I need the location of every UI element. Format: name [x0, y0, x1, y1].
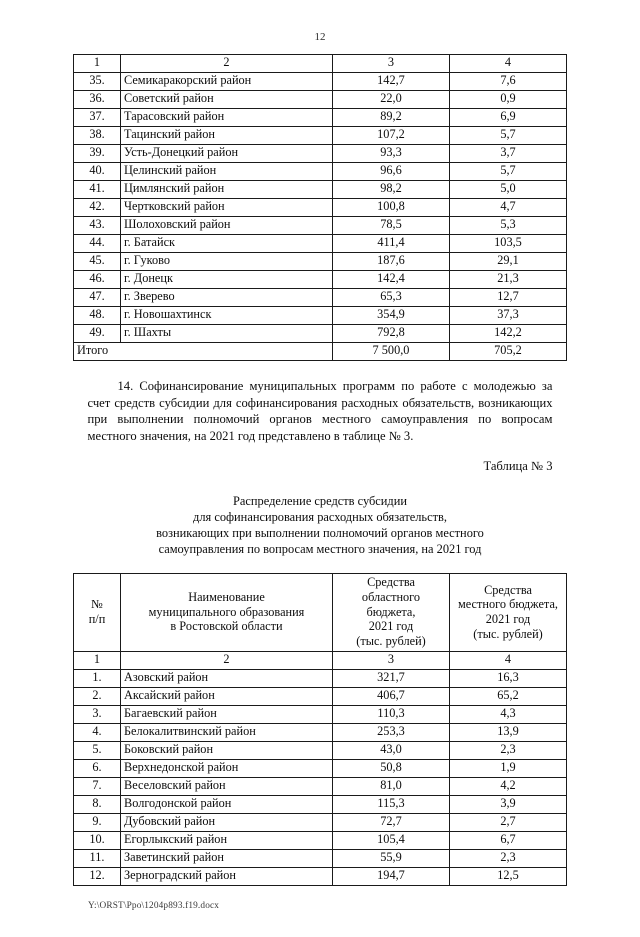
column-number-cell: 4 — [450, 651, 567, 669]
local-budget-cell: 3,9 — [450, 795, 567, 813]
local-budget-cell: 2,3 — [450, 849, 567, 867]
municipality-name-cell: Азовский район — [121, 669, 333, 687]
regional-budget-cell: 321,7 — [333, 669, 450, 687]
table-row — [74, 91, 567, 109]
local-budget-cell: 6,9 — [450, 109, 567, 127]
municipality-name-cell: Советский район — [121, 91, 333, 109]
row-number-cell: 6. — [74, 759, 121, 777]
row-number-cell: 45. — [74, 253, 121, 271]
header-line: областного бюджета, — [361, 590, 421, 619]
row-number-cell: 47. — [74, 289, 121, 307]
row-number-cell: 2. — [74, 687, 121, 705]
row-number-cell: 11. — [74, 849, 121, 867]
document-page — [0, 32, 640, 937]
municipality-name-cell: Семикаракорский район — [121, 73, 333, 91]
header-line: в Ростовской области — [170, 619, 283, 634]
row-number-cell: 38. — [74, 127, 121, 145]
row-number-cell: 10. — [74, 831, 121, 849]
header-line: местного бюджета, — [458, 597, 558, 612]
table-row — [74, 127, 567, 145]
column-number-cell: 2 — [121, 55, 333, 73]
table-row — [74, 145, 567, 163]
table-row — [74, 867, 567, 885]
municipality-name-cell: Заветинский район — [121, 849, 333, 867]
regional-budget-cell: 194,7 — [333, 867, 450, 885]
column-number-cell: 1 — [74, 55, 121, 73]
table-row — [74, 109, 567, 127]
table-row — [74, 705, 567, 723]
municipality-name-cell: г. Новошахтинск — [121, 307, 333, 325]
header-line: п/п — [88, 612, 106, 626]
local-budget-cell: 29,1 — [450, 253, 567, 271]
local-budget-cell: 37,3 — [450, 307, 567, 325]
municipality-name-cell: г. Батайск — [121, 235, 333, 253]
regional-budget-cell: 142,4 — [333, 271, 450, 289]
table-row — [74, 307, 567, 325]
regional-budget-cell: 98,2 — [333, 181, 450, 199]
table-row — [74, 235, 567, 253]
municipality-name-cell: Белокалитвинский район — [121, 723, 333, 741]
regional-budget-cell: 81,0 — [333, 777, 450, 795]
table-row — [74, 55, 567, 73]
header-line: 2021 год — [368, 619, 414, 634]
paragraph-14 — [88, 378, 553, 445]
municipality-name-cell: Верхнедонской район — [121, 759, 333, 777]
row-number-cell: 41. — [74, 181, 121, 199]
local-budget-cell: 5,7 — [450, 127, 567, 145]
regional-budget-cell: 110,3 — [333, 705, 450, 723]
table-number-label: Таблица № 3 — [483, 458, 553, 473]
regional-budget-cell: 107,2 — [333, 127, 450, 145]
regional-budget-cell: 50,8 — [333, 759, 450, 777]
municipality-name-cell: Цимлянский район — [121, 181, 333, 199]
row-number-cell: 12. — [74, 867, 121, 885]
regional-budget-cell: 72,7 — [333, 813, 450, 831]
local-budget-cell: 5,0 — [450, 181, 567, 199]
table-row — [74, 777, 567, 795]
local-budget-cell: 3,7 — [450, 145, 567, 163]
row-number-cell: 43. — [74, 217, 121, 235]
table-row — [74, 163, 567, 181]
table-header-row — [74, 574, 567, 651]
local-budget-cell: 1,9 — [450, 759, 567, 777]
local-budget-cell: 5,7 — [450, 163, 567, 181]
table-subsidy-distribution — [73, 573, 567, 885]
row-number-cell: 48. — [74, 307, 121, 325]
municipality-name-cell: Веселовский район — [121, 777, 333, 795]
row-number-cell: 8. — [74, 795, 121, 813]
municipality-name-cell: Чертковский район — [121, 199, 333, 217]
row-number-cell: 37. — [74, 109, 121, 127]
table-row — [74, 181, 567, 199]
table-row — [74, 849, 567, 867]
local-budget-cell: 103,5 — [450, 235, 567, 253]
table-row — [74, 723, 567, 741]
table-total-row — [74, 343, 567, 361]
municipality-name-cell: Тарасовский район — [121, 109, 333, 127]
municipality-name-cell: г. Донецк — [121, 271, 333, 289]
column-number-cell: 1 — [74, 651, 121, 669]
table-row — [74, 253, 567, 271]
local-budget-cell: 21,3 — [450, 271, 567, 289]
regional-budget-cell: 411,4 — [333, 235, 450, 253]
header-regional-budget-cell — [333, 574, 450, 651]
regional-budget-cell: 96,6 — [333, 163, 450, 181]
table-two-title-line-2: для софинансирования расходных обязательств, — [193, 510, 447, 525]
local-budget-cell: 16,3 — [450, 669, 567, 687]
table-row — [74, 795, 567, 813]
row-number-cell: 39. — [74, 145, 121, 163]
row-number-cell: 36. — [74, 91, 121, 109]
regional-budget-cell: 89,2 — [333, 109, 450, 127]
table-row — [74, 651, 567, 669]
local-budget-cell: 6,7 — [450, 831, 567, 849]
regional-budget-cell: 55,9 — [333, 849, 450, 867]
row-number-cell: 35. — [74, 73, 121, 91]
municipality-name-cell: г. Зверево — [121, 289, 333, 307]
table-row — [74, 669, 567, 687]
row-number-cell: 5. — [74, 741, 121, 759]
table-row — [74, 813, 567, 831]
table-row — [74, 831, 567, 849]
municipality-name-cell: Волгодонской район — [121, 795, 333, 813]
table-two-title-line-4: самоуправления по вопросам местного значения, на 2021 год — [158, 542, 482, 557]
column-number-cell: 3 — [333, 651, 450, 669]
table-two-title-line-3: возникающих при выполнении полномочий органов местного — [156, 526, 484, 541]
header-index-cell — [74, 574, 121, 651]
regional-budget-cell: 115,3 — [333, 795, 450, 813]
municipality-name-cell: г. Гуково — [121, 253, 333, 271]
municipality-name-cell: Дубовский район — [121, 813, 333, 831]
header-line: (тыс. рублей) — [473, 626, 543, 641]
row-number-cell: 49. — [74, 325, 121, 343]
paragraph-14-text: 14. Софинансирование муниципальных программ по работе с молодежью за счет средств субсидии для софинансирования расходных обязательств, возникающих при выполнении полномочий органов местного самоуправления по вопросам местного значения, на 2021 год представлено в таблице № 3. — [87, 379, 553, 444]
header-line: Средства — [367, 575, 415, 590]
row-number-cell: 40. — [74, 163, 121, 181]
local-budget-cell: 4,3 — [450, 705, 567, 723]
local-budget-cell: 2,3 — [450, 741, 567, 759]
regional-budget-cell: 93,3 — [333, 145, 450, 163]
local-budget-cell: 5,3 — [450, 217, 567, 235]
column-number-cell: 2 — [121, 651, 333, 669]
row-number-cell: 3. — [74, 705, 121, 723]
table-row — [74, 687, 567, 705]
row-number-cell: 9. — [74, 813, 121, 831]
table-row — [74, 759, 567, 777]
header-line: (тыс. рублей) — [356, 633, 426, 648]
local-budget-cell: 7,6 — [450, 73, 567, 91]
regional-budget-cell: 22,0 — [333, 91, 450, 109]
local-budget-cell: 65,2 — [450, 687, 567, 705]
local-budget-cell: 12,7 — [450, 289, 567, 307]
row-number-cell: 46. — [74, 271, 121, 289]
local-budget-cell: 4,2 — [450, 777, 567, 795]
column-number-cell: 3 — [333, 55, 450, 73]
header-line: Средства — [484, 582, 532, 597]
regional-budget-cell: 187,6 — [333, 253, 450, 271]
header-line: муниципального образования — [148, 604, 305, 619]
row-number-cell: 7. — [74, 777, 121, 795]
municipality-name-cell: Целинский район — [121, 163, 333, 181]
local-budget-cell: 142,2 — [450, 325, 567, 343]
header-municipality-cell — [121, 574, 333, 651]
municipality-name-cell: г. Шахты — [121, 325, 333, 343]
municipality-name-cell: Аксайский район — [121, 687, 333, 705]
regional-budget-cell: 65,3 — [333, 289, 450, 307]
header-line: Наименование — [188, 590, 265, 605]
table-row — [74, 741, 567, 759]
regional-budget-cell: 100,8 — [333, 199, 450, 217]
municipality-name-cell: Егорлыкский район — [121, 831, 333, 849]
header-line: 2021 год — [485, 612, 531, 626]
regional-budget-cell: 406,7 — [333, 687, 450, 705]
municipality-name-cell: Шолоховский район — [121, 217, 333, 235]
regional-budget-cell: 105,4 — [333, 831, 450, 849]
table-row — [74, 73, 567, 91]
municipality-name-cell: Усть-Донецкий район — [121, 145, 333, 163]
row-number-cell: 1. — [74, 669, 121, 687]
local-budget-cell: 4,7 — [450, 199, 567, 217]
local-budget-cell: 2,7 — [450, 813, 567, 831]
municipality-name-cell: Боковский район — [121, 741, 333, 759]
table-two-container — [0, 573, 640, 885]
regional-budget-cell: 78,5 — [333, 217, 450, 235]
total-label-cell: Итого — [74, 343, 333, 361]
table-row — [74, 199, 567, 217]
municipality-name-cell: Тацинский район — [121, 127, 333, 145]
table-row — [74, 325, 567, 343]
regional-budget-cell: 792,8 — [333, 325, 450, 343]
regional-budget-cell: 354,9 — [333, 307, 450, 325]
row-number-cell: 44. — [74, 235, 121, 253]
header-line: № — [91, 597, 103, 612]
header-local-budget-cell — [450, 574, 567, 651]
local-budget-cell: 0,9 — [450, 91, 567, 109]
municipality-name-cell: Зерноградский район — [121, 867, 333, 885]
municipality-name-cell: Багаевский район — [121, 705, 333, 723]
table-row — [74, 289, 567, 307]
page-number: 12 — [314, 31, 326, 43]
column-number-cell: 4 — [450, 55, 567, 73]
regional-budget-cell: 43,0 — [333, 741, 450, 759]
table-row — [74, 271, 567, 289]
footer-file-path: Y:\ORST\Ppo\1204p893.f19.docx — [88, 901, 220, 911]
regional-budget-cell: 142,7 — [333, 73, 450, 91]
total-local-budget-cell: 705,2 — [450, 343, 567, 361]
local-budget-cell: 13,9 — [450, 723, 567, 741]
row-number-cell: 4. — [74, 723, 121, 741]
table-row — [74, 217, 567, 235]
row-number-cell: 42. — [74, 199, 121, 217]
table-subsidy-continuation — [73, 54, 567, 361]
table-two-title-line-1: Распределение средств субсидии — [233, 493, 407, 508]
regional-budget-cell: 253,3 — [333, 723, 450, 741]
total-regional-budget-cell: 7 500,0 — [333, 343, 450, 361]
table-two-title — [88, 493, 553, 558]
local-budget-cell: 12,5 — [450, 867, 567, 885]
table-one-container — [0, 54, 640, 361]
